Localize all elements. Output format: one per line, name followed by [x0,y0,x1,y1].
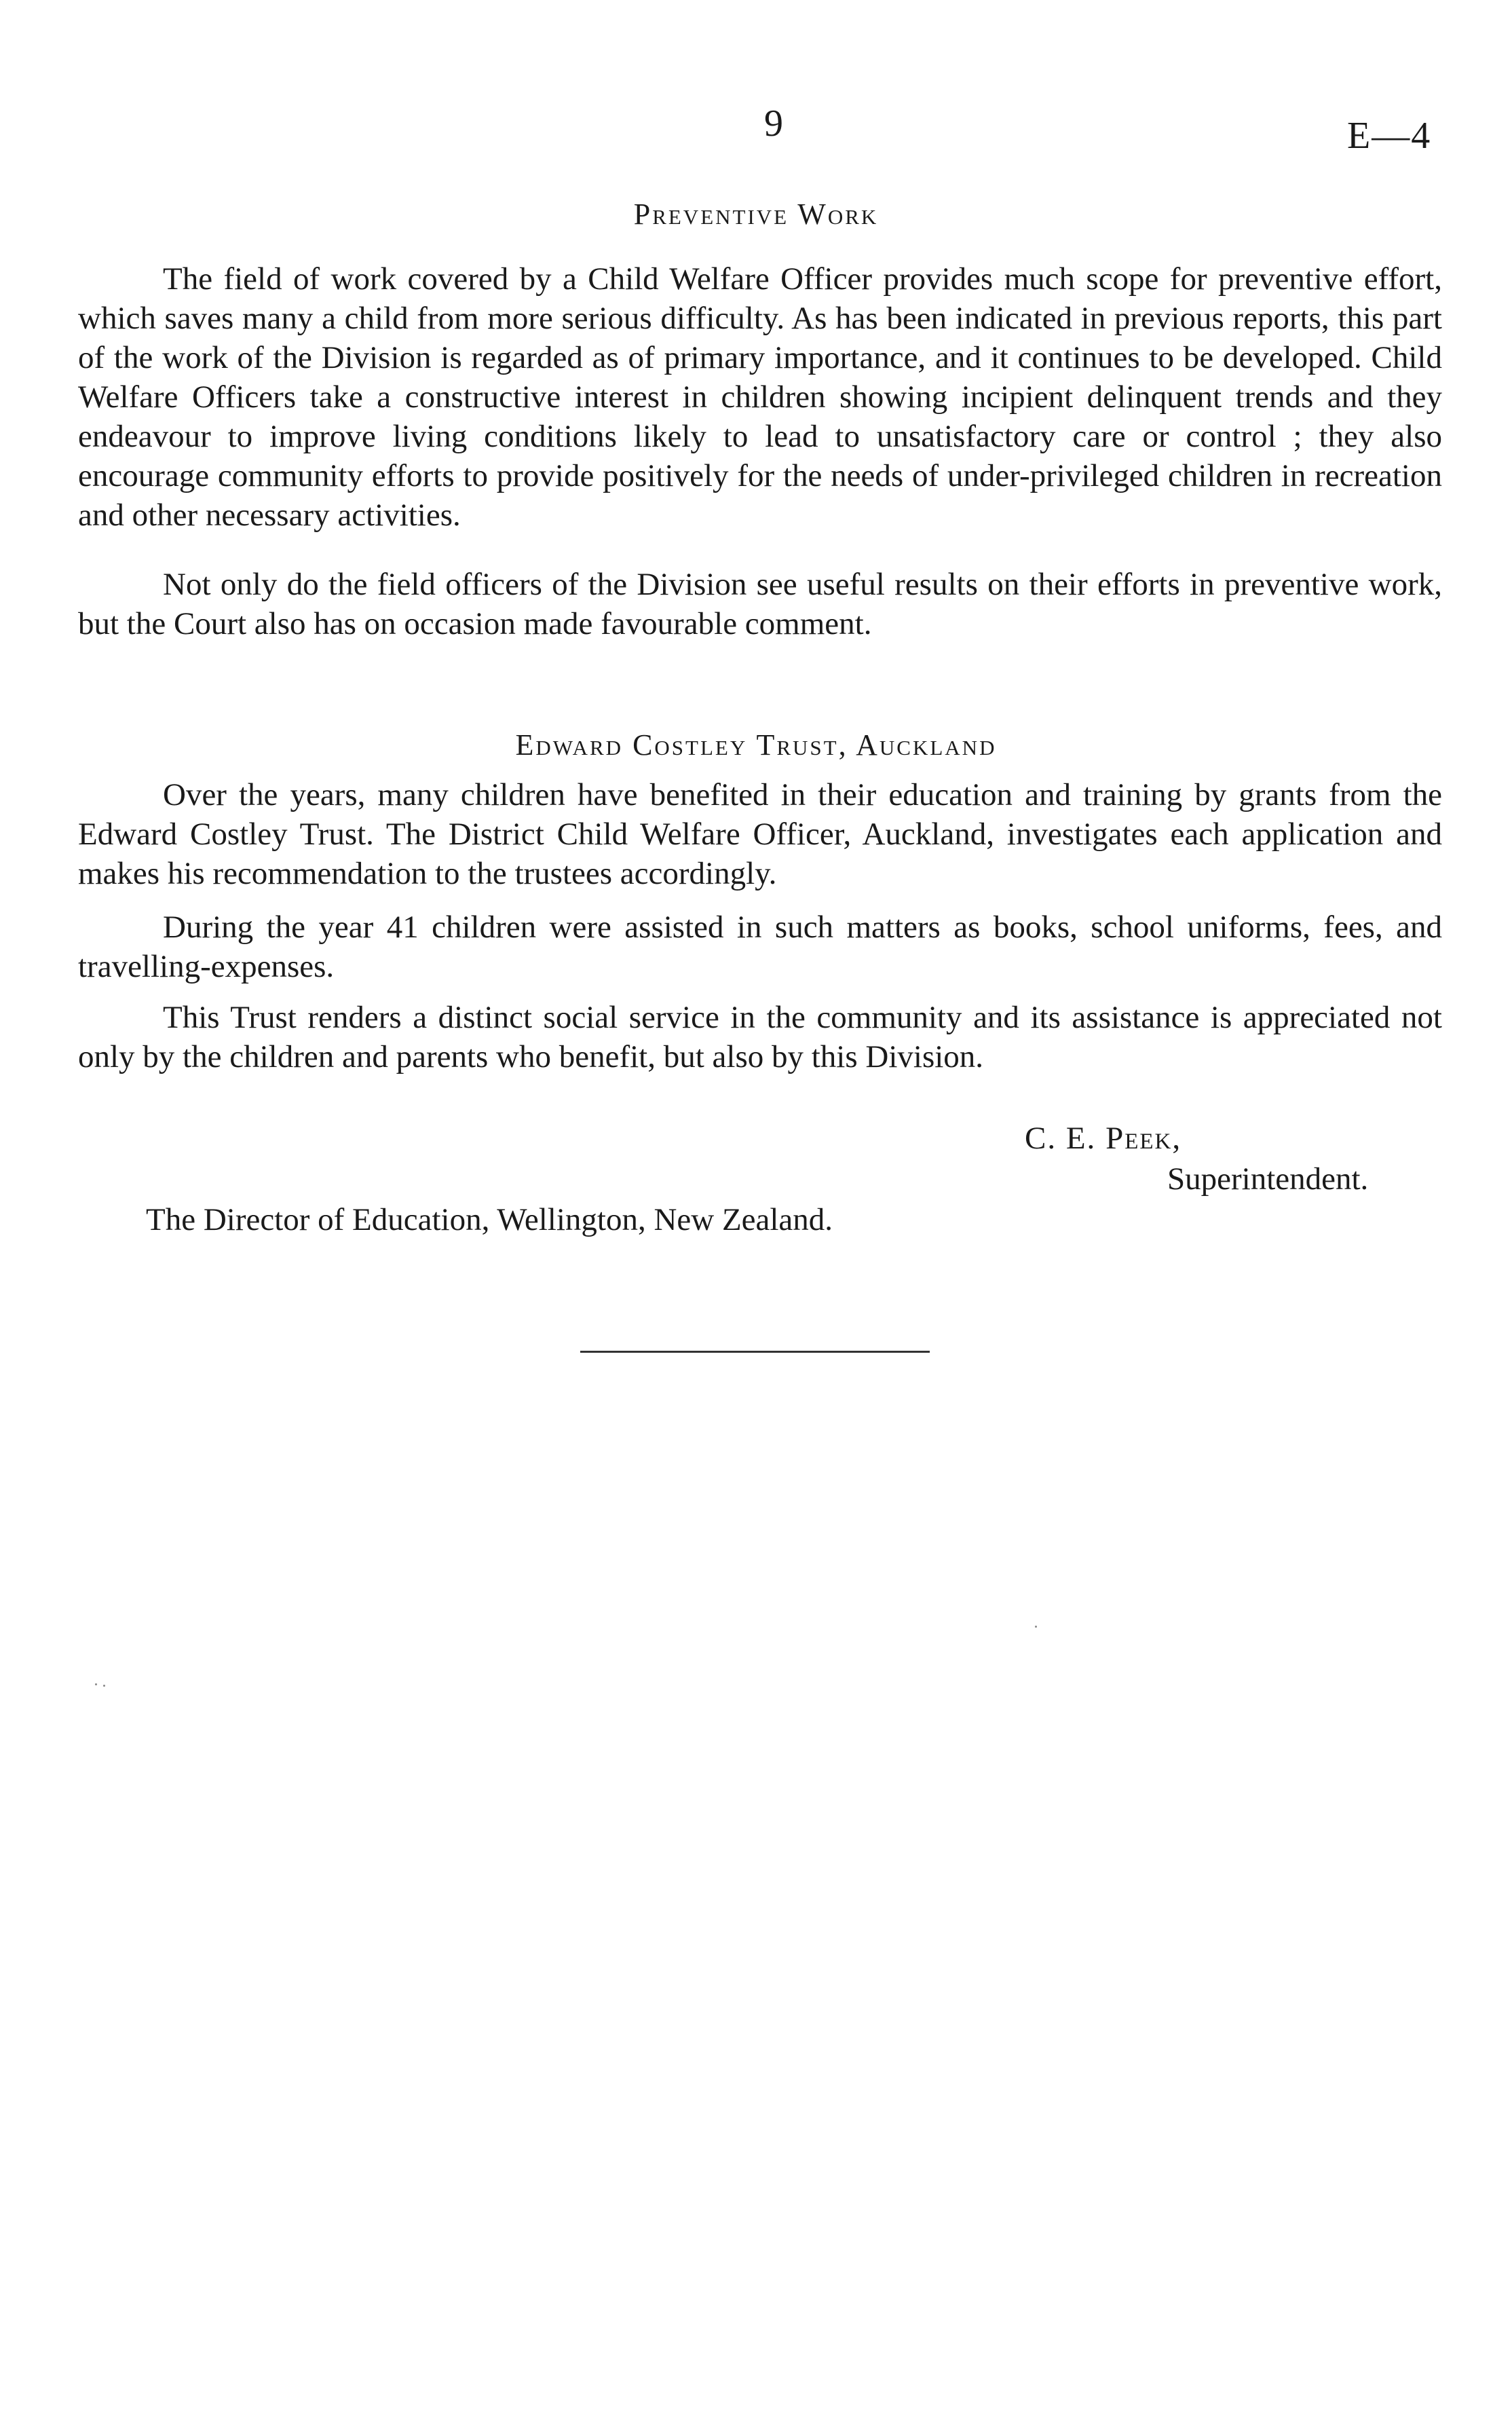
paragraph-preventive-work: The field of work covered by a Child Welfare Officer provides much scope for preventive effort, which saves many a child from more serious difficulty. As has been indicated in previous reports, this part of the work of the Division is regarded as of primary importance, and it continues to be developed. Child Welfare Officers take a constructive interest in children showing incipient delinquent trends and they endeavour to improve living conditions likely to lead to unsatisfactory care or control ; they also encourage community efforts to provide positively for the needs of under-privileged children in recreation and other necessary activities. [78,261,1442,533]
document-reference: E—4 [1347,115,1432,157]
paragraph-trust-grants: Over the years, many children have benefited in their education and training by grants from the Edward Costley Trust. The District Child Welfare Officer, Auckland, investigates each application and makes his recommendation to the trustees accordingly. [78,777,1442,891]
signature-name [1025,1120,1182,1157]
section-heading-preventive-work: Preventive Work [633,198,879,231]
signature-title: Superintendent. [1167,1161,1369,1197]
scan-speck [103,1685,105,1687]
scan-speck [95,1683,97,1685]
section-heading-costley-trust: Edward Costley Trust, Auckland [515,728,997,762]
page-number: 9 [764,102,783,145]
addressee: The Director of Education, Wellington, New Zealand. [146,1202,833,1237]
paragraph-children-assisted: During the year 41 children were assisted in such matters as books, school uniforms, fees, and travelling-expenses. [78,910,1442,984]
paragraph-field-officers: Not only do the field officers of the Division see useful results on their efforts in preventive work, but the Court also has on occasion made favourable comment. [78,567,1442,641]
closing-rule [580,1351,930,1353]
signature-surname: Peek, [1105,1121,1182,1156]
paragraph-social-service: This Trust renders a distinct social service in the community and its assistance is appreciated not only by the children and parents who benefit, but also by this Division. [78,1000,1442,1074]
scan-speck [1035,1626,1037,1628]
signature-initials: C. E. [1025,1121,1097,1156]
